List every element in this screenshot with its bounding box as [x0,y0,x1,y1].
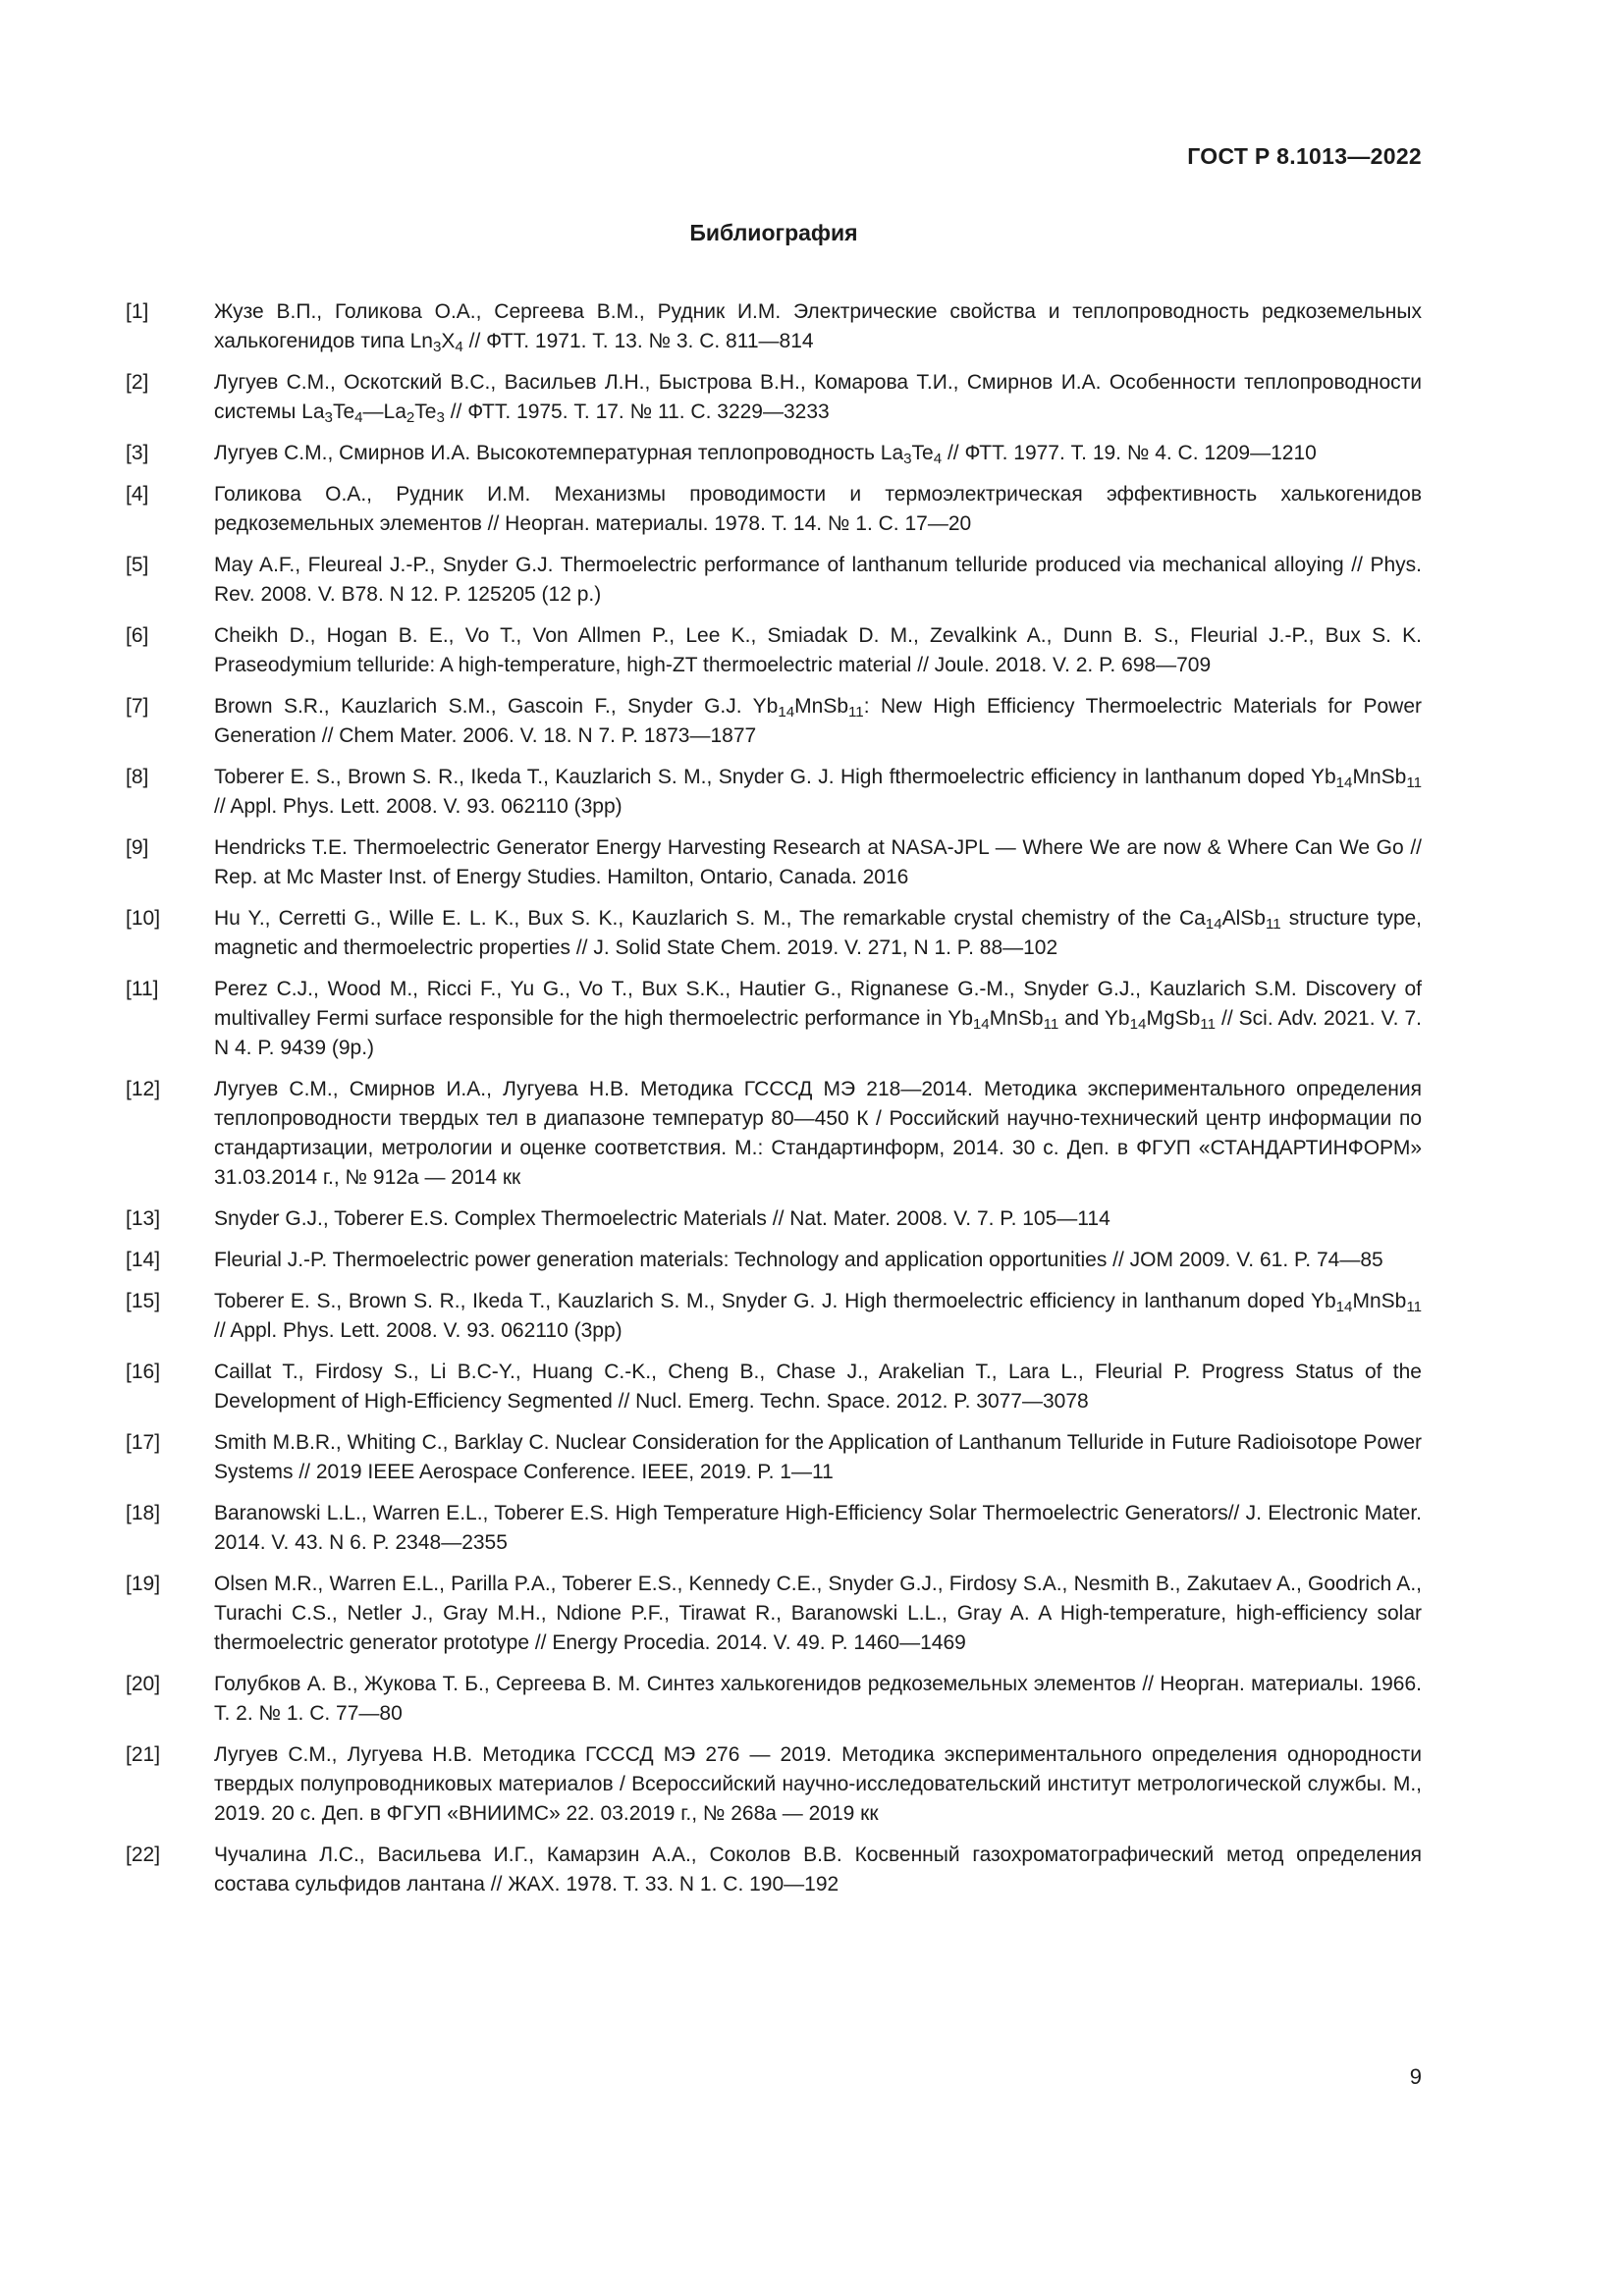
entry-text: Fleurial J.-P. Thermoelectric power generation materials: Technology and application opportunities // JOM 2009. V. 61. P. 74—85 [214,1249,1383,1271]
bibliography-entry [126,763,1422,822]
entry-number: [18] [126,1502,161,1524]
bibliography-entry [126,975,1422,1063]
bibliography-entry [126,904,1422,963]
entry-text: Snyder G.J., Toberer E.S. Complex Thermoelectric Materials // Nat. Mater. 2008. V. 7. P. 105—114 [214,1207,1110,1230]
entry-text: Brown S.R., Kauzlarich S.M., Gascoin F., Snyder G.J. $Yb_{14}MnSb_{11}$: New High Efficiency Thermoelectric Materials for Power Generation // Chem Mater. 2006. V. 18. N 7. P. 1873—1877 [214,695,1422,747]
entry-number: [2] [126,371,149,394]
bibliography-entry [126,1841,1422,1899]
bibliography-entry [126,833,1422,892]
entry-number: [5] [126,554,149,576]
entry-text: Лугуев С.М., Оскотский В.С., Васильев Л.Н., Быстрова В.Н., Комарова Т.И., Смирнов И.А. Особенности теплопроводности системы $La_3Te_4—La_2Te_3$ // ФТТ. 1975. Т. 17. № 11. С. 3229—3233 [214,371,1422,427]
bibliography-entry [126,1740,1422,1829]
bibliography-entry [126,1428,1422,1487]
entry-text: Caillat T., Firdosy S., Li B.C-Y., Huang C.-K., Cheng B., Chase J., Arakelian T., Lara L., Fleurial P. Progress Status of the Development of High-Efficiency Segmented // Nucl. Emerg. Techn. Space. 2012. P. 3077—3078 [214,1361,1422,1413]
entry-number: [9] [126,836,149,859]
entry-text: Toberer E. S., Brown S. R., Ikeda T., Kauzlarich S. M., Snyder G. J. High fthermoelectric efficiency in lanthanum doped $Yb_{14}MnSb_{11}$ // Appl. Phys. Lett. 2008. V. 93. 062110 (3pp) [214,766,1422,818]
entry-number: [14] [126,1249,161,1271]
entry-text: Perez C.J., Wood M., Ricci F., Yu G., Vo T., Bux S.K., Hautier G., Rignanese G.-M., Snyder G.J., Kauzlarich S.M. Discovery of multivalley Fermi surface responsible for the high thermoelectric performance in $Yb_{14}MnSb_{11}$ and $Yb_{14}MgSb_{11}$ // Sci. Adv. 2021. V. 7. N 4. P. 9439 (9p.) [214,978,1423,1059]
entry-text: Жузе В.П., Голикова О.А., Сергеева В.М., Рудник И.М. Электрические свойства и теплопроводность редкоземельных халькогенидов типа $Ln_3X_4$ // ФТТ. 1971. Т. 13. № 3. С. 811—814 [214,300,1422,356]
entry-number: [16] [126,1361,161,1383]
entry-text: Голикова О.А., Рудник И.М. Механизмы проводимости и термоэлектрическая эффективность халькогенидов редкоземельных элементов // Неорган. материалы. 1978. Т. 14. № 1. С. 17—20 [214,483,1422,535]
entry-number: [20] [126,1673,161,1695]
entry-text: Лугуев С.М., Смирнов И.А., Лугуева Н.В. Методика ГСССД МЭ 218—2014. Методика экспериментального определения теплопроводности твердых тел в диапазоне температур 80—450 К / Российский научно-технический центр информации по стандартизации, метрологии и оценке соответствия. М.: Стандартинформ, 2014. 30 с. Деп. в ФГУП «СТАНДАРТИНФОРМ» 31.03.2014 г., № 912а — 2014 кк [214,1078,1422,1189]
bibliography-entry [126,1358,1422,1416]
entry-number: [3] [126,442,149,464]
bibliography-entry [126,621,1422,680]
entry-text: Лугуев С.М., Лугуева Н.В. Методика ГСССД МЭ 276 — 2019. Методика экспериментального определения однородности твердых полупроводниковых материалов / Всероссийский научно-исследовательский институт метрологической службы. М., 2019. 20 с. Деп. в ФГУП «ВНИИМС» 22. 03.2019 г., № 268а — 2019 кк [214,1743,1422,1825]
entry-number: [17] [126,1431,161,1454]
bibliography-entry [126,1246,1422,1275]
entry-number: [7] [126,695,149,718]
entry-text: Smith M.B.R., Whiting C., Barklay C. Nuclear Consideration for the Application of Lanthanum Telluride in Future Radioisotope Power Systems // 2019 IEEE Aerospace Conference. IEEE, 2019. P. 1—11 [214,1431,1422,1483]
bibliography-entry [126,1570,1422,1658]
entry-text: Голубков А. В., Жукова Т. Б., Сергеева В. М. Синтез халькогенидов редкоземельных элементов // Неорган. материалы. 1966. Т. 2. № 1. С. 77—80 [214,1673,1422,1725]
entry-number: [6] [126,624,149,647]
entry-text: Hendricks T.E. Thermoelectric Generator Energy Harvesting Research at NASA-JPL — Where We are now & Where Can We Go // Rep. at Mc Master Inst. of Energy Studies. Hamilton, Ontario, Canada. 2016 [214,836,1422,888]
bibliography-entry [126,1670,1422,1729]
entry-number: [21] [126,1743,161,1766]
entry-number: [15] [126,1290,161,1312]
bibliography-entry [126,439,1422,468]
entry-text: Чучалина Л.С., Васильева И.Г., Камарзин А.А., Соколов В.В. Косвенный газохроматографический метод определения состава сульфидов лантана // ЖАХ. 1978. Т. 33. N 1. С. 190—192 [214,1843,1422,1896]
bibliography-entry [126,1287,1422,1346]
entry-text: Baranowski L.L., Warren E.L., Toberer E.S. High Temperature High-Efficiency Solar Thermoelectric Generators// J. Electronic Mater. 2014. V. 43. N 6. P. 2348—2355 [214,1502,1422,1554]
entry-number: [11] [126,978,159,1000]
entry-number: [19] [126,1573,161,1595]
bibliography-entry [126,551,1422,610]
bibliography-entry [126,368,1422,427]
entry-number: [1] [126,300,149,323]
bibliography-entry [126,1075,1422,1193]
entry-text: May A.F., Fleureal J.-P., Snyder G.J. Thermoelectric performance of lanthanum telluride produced via mechanical alloying // Phys. Rev. 2008. V. B78. N 12. P. 125205 (12 p.) [214,554,1422,606]
page-number: 9 [1409,2064,1422,2089]
entry-number: [8] [126,766,149,788]
entry-number: [10] [126,907,161,930]
entry-text: Cheikh D., Hogan B. E., Vo T., Von Allmen P., Lee K., Smiadak D. M., Zevalkink A., Dunn B. S., Fleurial J.-P., Bux S. K. Praseodymium telluride: A high-temperature, high-ZT thermoelectric material // Joule. 2018. V. 2. P. 698—709 [214,624,1422,676]
bibliography-entry [126,1499,1422,1558]
bibliography-entry [126,1204,1422,1234]
entry-number: [22] [126,1843,161,1866]
entry-text: Olsen M.R., Warren E.L., Parilla P.A., Toberer E.S., Kennedy C.E., Snyder G.J., Firdosy S.A., Nesmith B., Zakutaev A., Goodrich A., Turachi C.S., Netler J., Gray M.H., Ndione P.F., Tirawat R., Baranowski L.L., Gray A. A High-temperature, high-efficiency solar thermoelectric generator prototype // Energy Procedia. 2014. V. 49. P. 1460—1469 [214,1573,1422,1654]
bibliography-list [126,297,1422,1911]
entry-number: [13] [126,1207,161,1230]
page-title: Библиография [689,220,858,245]
bibliography-entry [126,480,1422,539]
bibliography-entry [126,297,1422,356]
entry-number: [12] [126,1078,161,1100]
entry-number: [4] [126,483,149,506]
entry-text: Лугуев С.М., Смирнов И.А. Высокотемпературная теплопроводность $La_3Te_4$ // ФТТ. 1977. Т. 19. № 4. С. 1209—1210 [214,442,1317,468]
entry-text: Toberer E. S., Brown S. R., Ikeda T., Kauzlarich S. M., Snyder G. J. High thermoelectric efficiency in lanthanum doped $Yb_{14}MnSb_{11}$ // Appl. Phys. Lett. 2008. V. 93. 062110 (3pp) [214,1290,1422,1342]
document-code: ГОСТ Р 8.1013—2022 [1187,143,1422,169]
entry-text: Hu Y., Cerretti G., Wille E. L. K., Bux S. K., Kauzlarich S. M., The remarkable crystal chemistry of the $Ca_{14}AlSb_{11}$ structure type, magnetic and thermoelectric properties // J. Solid State Chem. 2019. V. 271, N 1. P. 88—102 [214,907,1423,959]
bibliography-entry [126,692,1422,751]
